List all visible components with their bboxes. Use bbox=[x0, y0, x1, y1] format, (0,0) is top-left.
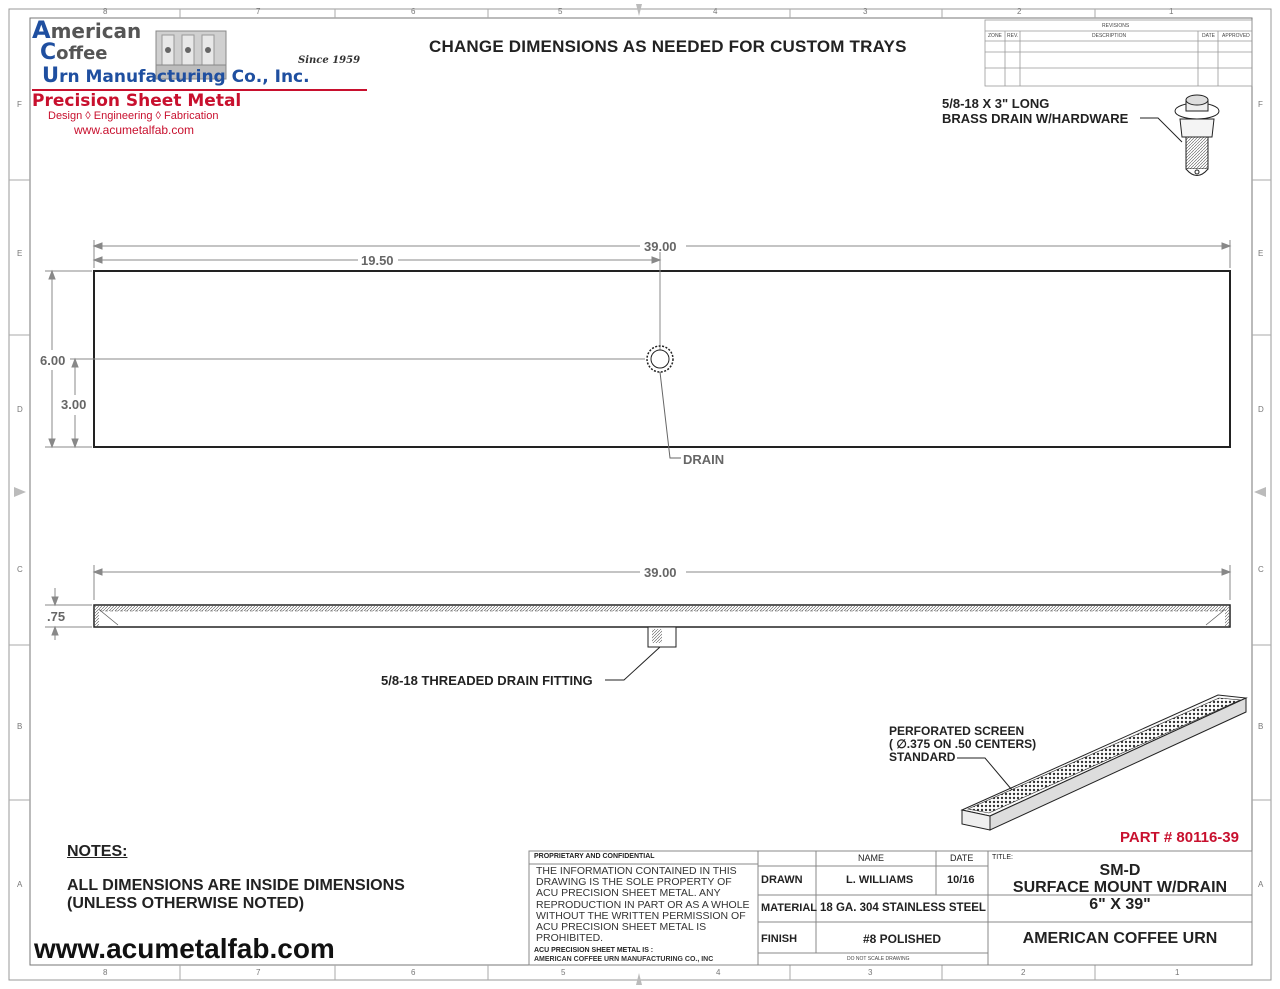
finish-label: FINISH bbox=[761, 933, 798, 945]
company-name: AMERICAN COFFEE URN bbox=[1022, 930, 1218, 947]
proprietary-line-6: ACU PRECISION SHEET METAL IS bbox=[536, 921, 707, 934]
zone-col-bottom-4: 4 bbox=[716, 968, 721, 977]
zone-col-top-3: 3 bbox=[863, 7, 868, 16]
zone-col-bottom-1: 1 bbox=[1175, 968, 1180, 977]
zone-col-top-7: 7 bbox=[256, 7, 261, 16]
notes-heading: NOTES: bbox=[67, 843, 128, 860]
zone-col-top-5: 5 bbox=[558, 7, 563, 16]
proprietary-line-2: DRAWING IS THE SOLE PROPERTY OF bbox=[536, 876, 732, 889]
drain-label: DRAIN bbox=[683, 452, 725, 467]
drawing-title bbox=[988, 862, 1252, 913]
zone-row-right-A: A bbox=[1258, 880, 1264, 889]
fitting-label: 5/8-18 THREADED DRAIN FITTING bbox=[381, 673, 593, 688]
logo-services: Design ◊ Engineering ◊ Fabrication bbox=[48, 110, 219, 122]
revision-table-grid bbox=[985, 20, 1252, 86]
screen-callout-line3: STANDARD bbox=[889, 750, 956, 764]
title-line-1: SM-D bbox=[1099, 862, 1141, 879]
dim-width-label: 6.00 bbox=[40, 353, 66, 368]
fitting-leader bbox=[605, 647, 660, 680]
center-mark-left bbox=[14, 487, 26, 497]
finish-value: #8 POLISHED bbox=[863, 932, 942, 946]
zone-row-left-D: D bbox=[17, 405, 23, 414]
zone-row-right-C: C bbox=[1258, 565, 1264, 574]
proprietary-line-3: ACU PRECISION SHEET METAL. ANY bbox=[536, 887, 721, 900]
logo-word-urn-mfg: rn Manufacturing Co., Inc. bbox=[59, 67, 310, 87]
zone-col-bottom-6: 6 bbox=[411, 968, 416, 977]
date-header: DATE bbox=[950, 853, 974, 863]
screen-callout bbox=[889, 725, 1036, 764]
footer-website: www.acumetalfab.com bbox=[34, 933, 335, 964]
zone-col-top-4: 4 bbox=[713, 7, 718, 16]
proprietary-line-1: THE INFORMATION CONTAINED IN THIS bbox=[536, 865, 737, 877]
dim-top-overall-label: 39.00 bbox=[644, 239, 677, 254]
logo-tagline: Precision Sheet Metal bbox=[32, 91, 242, 111]
drawn-label: DRAWN bbox=[761, 874, 803, 886]
zone-row-left-C: C bbox=[17, 565, 23, 574]
zone-col-top-1: 1 bbox=[1169, 7, 1174, 16]
title-line-3: 6" X 39" bbox=[1089, 896, 1151, 913]
rev-col-approved: APPROVED bbox=[1222, 33, 1250, 39]
inner-border bbox=[30, 18, 1252, 965]
screen-callout-line1: PERFORATED SCREEN bbox=[889, 724, 1025, 738]
logo-initial-c: C bbox=[40, 40, 57, 65]
center-mark-bottom bbox=[636, 973, 642, 985]
company-logo bbox=[32, 16, 372, 139]
acu-line2: AMERICAN COFFEE URN MANUFACTURING CO., INC bbox=[534, 956, 714, 963]
acu-line1: ACU PRECISION SHEET METAL IS : bbox=[534, 947, 654, 954]
drain-hole bbox=[647, 346, 673, 372]
zone-row-left-F: F bbox=[17, 100, 22, 109]
drawn-date: 10/16 bbox=[947, 874, 975, 886]
center-mark-right bbox=[1254, 487, 1266, 497]
rev-col-date: DATE bbox=[1202, 33, 1215, 39]
zone-row-right-F: F bbox=[1258, 100, 1263, 109]
proprietary-heading: PROPRIETARY AND CONFIDENTIAL bbox=[534, 853, 655, 860]
zone-row-right-D: D bbox=[1258, 405, 1264, 414]
name-header: NAME bbox=[858, 853, 885, 863]
logo-website: www.acumetalfab.com bbox=[74, 123, 195, 137]
proprietary-line-5: WITHOUT THE WRITTEN PERMISSION OF bbox=[536, 909, 746, 922]
zone-col-bottom-3: 3 bbox=[868, 968, 873, 977]
proprietary-text bbox=[536, 866, 750, 944]
proprietary-line-4: REPRODUCTION IN PART OR AS A WHOLE bbox=[536, 898, 750, 911]
zone-row-right-E: E bbox=[1258, 249, 1264, 258]
zone-col-top-6: 6 bbox=[411, 7, 416, 16]
zone-col-bottom-8: 8 bbox=[103, 968, 108, 977]
zone-row-left-A: A bbox=[17, 880, 23, 889]
notes-line2: (UNLESS OTHERWISE NOTED) bbox=[67, 895, 305, 912]
drain-callout-line1: 5/8-18 X 3" LONG bbox=[942, 96, 1050, 111]
zone-col-bottom-5: 5 bbox=[561, 968, 566, 977]
part-number: PART # 80116-39 bbox=[1120, 829, 1239, 846]
zone-col-bottom-7: 7 bbox=[256, 968, 261, 977]
drain-leader bbox=[1140, 118, 1182, 142]
zone-row-right-B: B bbox=[1258, 722, 1264, 731]
page-title: CHANGE DIMENSIONS AS NEEDED FOR CUSTOM TRAYS bbox=[429, 37, 907, 56]
revisions-title: REVISIONS bbox=[1102, 23, 1130, 29]
logo-initial-a: A bbox=[32, 16, 51, 44]
notes-line1: ALL DIMENSIONS ARE INSIDE DIMENSIONS bbox=[67, 877, 405, 894]
logo-since: Since 1959 bbox=[298, 55, 361, 66]
zone-row-left-E: E bbox=[17, 249, 23, 258]
rev-col-description: DESCRIPTION bbox=[1092, 33, 1127, 39]
logo-initial-u: U bbox=[42, 63, 60, 87]
drain-fitting-profile bbox=[648, 627, 676, 647]
dim-depth-label: .75 bbox=[47, 609, 66, 624]
proprietary-line-7: PROHIBITED. bbox=[536, 932, 604, 945]
title-line-2: SURFACE MOUNT W/DRAIN bbox=[1012, 879, 1228, 896]
rev-col-zone: ZONE bbox=[988, 33, 1002, 39]
zone-col-top-2: 2 bbox=[1017, 7, 1022, 16]
drawn-name: L. WILLIAMS bbox=[846, 874, 914, 886]
brass-drain-illustration bbox=[1175, 95, 1219, 176]
material-label: MATERIAL bbox=[761, 902, 818, 914]
drain-callout-line2: BRASS DRAIN W/HARDWARE bbox=[942, 111, 1129, 126]
material-value: 18 GA. 304 STAINLESS STEEL bbox=[820, 902, 986, 914]
outer-border bbox=[9, 9, 1271, 980]
rev-col-rev: REV. bbox=[1007, 33, 1019, 39]
screen-callout-line2: ( ∅.375 ON .50 CENTERS) bbox=[889, 737, 1037, 751]
logo-word-coffee: offee bbox=[56, 43, 108, 64]
dim-side-overall-label: 39.00 bbox=[644, 565, 677, 580]
zone-col-top-8: 8 bbox=[103, 7, 108, 16]
zone-ticks bbox=[9, 9, 1271, 980]
tray-side-profile bbox=[94, 605, 1230, 627]
dim-drain-center bbox=[70, 359, 645, 447]
dim-drain-center-label: 3.00 bbox=[61, 397, 87, 412]
dim-drain-offset-label: 19.50 bbox=[361, 253, 394, 268]
zone-row-left-B: B bbox=[17, 722, 23, 731]
zone-col-bottom-2: 2 bbox=[1021, 968, 1026, 977]
no-scale-note: DO NOT SCALE DRAWING bbox=[847, 956, 910, 962]
drain-label-leader bbox=[660, 372, 681, 458]
logo-word-american: merican bbox=[50, 19, 142, 43]
center-mark-top bbox=[636, 4, 642, 16]
title-label: TITLE: bbox=[992, 854, 1014, 861]
